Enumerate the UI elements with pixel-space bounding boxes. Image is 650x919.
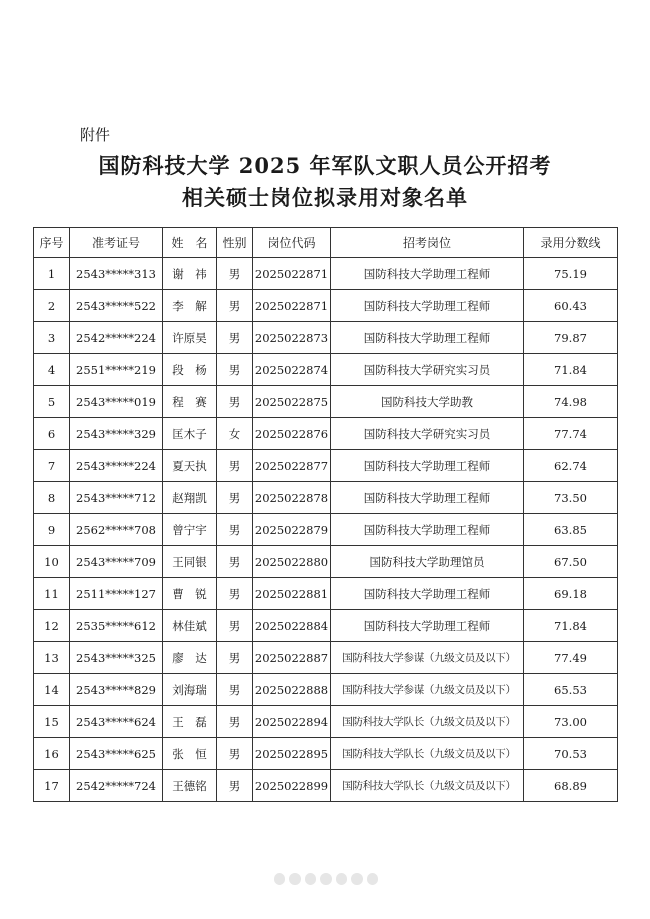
cell-post: 国防科技大学研究实习员 — [331, 354, 524, 386]
cell-score: 75.19 — [524, 258, 618, 290]
cell-score: 60.43 — [524, 290, 618, 322]
watermark — [274, 872, 378, 886]
cell-exam-id: 2543*****329 — [70, 418, 163, 450]
table-row — [34, 290, 618, 322]
cell-name: 许原昊 — [163, 322, 217, 354]
table-row — [34, 770, 618, 802]
cell-name: 段 杨 — [163, 354, 217, 386]
cell-gender: 男 — [217, 674, 253, 706]
cell-post: 国防科技大学助理工程师 — [331, 610, 524, 642]
cell-score: 77.49 — [524, 642, 618, 674]
title-line-2: 相关硕士岗位拟录用对象名单 — [182, 185, 468, 210]
cell-exam-id: 2535*****612 — [70, 610, 163, 642]
cell-post: 国防科技大学助理工程师 — [331, 578, 524, 610]
col-header-exam-id: 准考证号 — [70, 228, 163, 258]
cell-gender: 男 — [217, 354, 253, 386]
table-row — [34, 354, 618, 386]
table-row — [34, 642, 618, 674]
table-row — [34, 322, 618, 354]
cell-exam-id: 2542*****224 — [70, 322, 163, 354]
table-row — [34, 386, 618, 418]
cell-code: 2025022881 — [253, 578, 331, 610]
cell-exam-id: 2551*****219 — [70, 354, 163, 386]
cell-no: 4 — [34, 354, 70, 386]
watermark-dot — [336, 873, 347, 885]
table-row — [34, 738, 618, 770]
cell-exam-id: 2562*****708 — [70, 514, 163, 546]
cell-no: 1 — [34, 258, 70, 290]
cell-gender: 男 — [217, 642, 253, 674]
cell-gender: 男 — [217, 450, 253, 482]
cell-code: 2025022876 — [253, 418, 331, 450]
cell-name: 曹 锐 — [163, 578, 217, 610]
cell-score: 77.74 — [524, 418, 618, 450]
cell-gender: 男 — [217, 738, 253, 770]
cell-post: 国防科技大学助理工程师 — [331, 514, 524, 546]
cell-no: 11 — [34, 578, 70, 610]
cell-name: 林佳斌 — [163, 610, 217, 642]
cell-exam-id: 2543*****325 — [70, 642, 163, 674]
table-row — [34, 674, 618, 706]
cell-name: 王同银 — [163, 546, 217, 578]
cell-name: 廖 达 — [163, 642, 217, 674]
cell-code: 2025022873 — [253, 322, 331, 354]
cell-code: 2025022874 — [253, 354, 331, 386]
table-row — [34, 258, 618, 290]
cell-post: 国防科技大学队长（九级文员及以下） — [331, 706, 524, 738]
col-header-gender: 性别 — [217, 228, 253, 258]
cell-score: 73.00 — [524, 706, 618, 738]
cell-score: 67.50 — [524, 546, 618, 578]
cell-name: 王 磊 — [163, 706, 217, 738]
cell-no: 14 — [34, 674, 70, 706]
cell-score: 65.53 — [524, 674, 618, 706]
cell-gender: 男 — [217, 514, 253, 546]
cell-code: 2025022894 — [253, 706, 331, 738]
table-row — [34, 706, 618, 738]
cell-gender: 男 — [217, 610, 253, 642]
cell-post: 国防科技大学助理工程师 — [331, 450, 524, 482]
cell-name: 李 解 — [163, 290, 217, 322]
cell-no: 5 — [34, 386, 70, 418]
cell-post: 国防科技大学助理工程师 — [331, 290, 524, 322]
col-header-no: 序号 — [34, 228, 70, 258]
cell-exam-id: 2543*****624 — [70, 706, 163, 738]
cell-no: 6 — [34, 418, 70, 450]
cell-name: 赵翔凯 — [163, 482, 217, 514]
cell-code: 2025022888 — [253, 674, 331, 706]
watermark-dot — [320, 873, 331, 885]
table-row — [34, 578, 618, 610]
watermark-dot — [305, 873, 316, 885]
col-header-score: 录用分数线 — [524, 228, 618, 258]
cell-post: 国防科技大学助教 — [331, 386, 524, 418]
cell-name: 程 赛 — [163, 386, 217, 418]
cell-exam-id: 2511*****127 — [70, 578, 163, 610]
cell-score: 69.18 — [524, 578, 618, 610]
cell-exam-id: 2543*****224 — [70, 450, 163, 482]
cell-code: 2025022884 — [253, 610, 331, 642]
cell-gender: 男 — [217, 706, 253, 738]
cell-post: 国防科技大学助理工程师 — [331, 322, 524, 354]
cell-gender: 男 — [217, 322, 253, 354]
cell-exam-id: 2542*****724 — [70, 770, 163, 802]
cell-no: 17 — [34, 770, 70, 802]
watermark-dot — [351, 873, 362, 885]
cell-code: 2025022875 — [253, 386, 331, 418]
cell-post: 国防科技大学助理馆员 — [331, 546, 524, 578]
cell-no: 2 — [34, 290, 70, 322]
table-row — [34, 418, 618, 450]
cell-name: 刘海瑞 — [163, 674, 217, 706]
cell-no: 13 — [34, 642, 70, 674]
cell-code: 2025022879 — [253, 514, 331, 546]
cell-name: 曾宁宇 — [163, 514, 217, 546]
cell-no: 15 — [34, 706, 70, 738]
watermark-dot — [274, 873, 285, 885]
cell-exam-id: 2543*****019 — [70, 386, 163, 418]
title-line-1: 国防科技大学 2025 年军队文职人员公开招考 — [98, 153, 552, 178]
cell-score: 73.50 — [524, 482, 618, 514]
cell-post: 国防科技大学助理工程师 — [331, 482, 524, 514]
cell-post: 国防科技大学队长（九级文员及以下） — [331, 738, 524, 770]
cell-score: 70.53 — [524, 738, 618, 770]
cell-code: 2025022887 — [253, 642, 331, 674]
watermark-dot — [367, 873, 378, 885]
cell-gender: 男 — [217, 578, 253, 610]
cell-no: 9 — [34, 514, 70, 546]
cell-gender: 男 — [217, 386, 253, 418]
cell-name: 夏天执 — [163, 450, 217, 482]
cell-no: 8 — [34, 482, 70, 514]
cell-no: 7 — [34, 450, 70, 482]
cell-post: 国防科技大学参谋（九级文员及以下） — [331, 674, 524, 706]
cell-code: 2025022899 — [253, 770, 331, 802]
cell-name: 张 恒 — [163, 738, 217, 770]
cell-code: 2025022880 — [253, 546, 331, 578]
col-header-code: 岗位代码 — [253, 228, 331, 258]
cell-score: 71.84 — [524, 610, 618, 642]
cell-exam-id: 2543*****625 — [70, 738, 163, 770]
watermark-dot — [289, 873, 300, 885]
cell-code: 2025022895 — [253, 738, 331, 770]
cell-gender: 男 — [217, 770, 253, 802]
table-body — [34, 258, 618, 802]
cell-code: 2025022877 — [253, 450, 331, 482]
cell-score: 68.89 — [524, 770, 618, 802]
cell-exam-id: 2543*****709 — [70, 546, 163, 578]
admission-table — [33, 227, 618, 802]
table-row — [34, 450, 618, 482]
col-header-name: 姓 名 — [163, 228, 217, 258]
cell-name: 谢 祎 — [163, 258, 217, 290]
table-header-row — [34, 228, 618, 258]
table-row — [34, 610, 618, 642]
cell-name: 王德铭 — [163, 770, 217, 802]
cell-post: 国防科技大学助理工程师 — [331, 258, 524, 290]
attachment-label: 附件 — [80, 126, 111, 144]
table-row — [34, 514, 618, 546]
cell-code: 2025022871 — [253, 290, 331, 322]
table-row — [34, 546, 618, 578]
cell-exam-id: 2543*****522 — [70, 290, 163, 322]
table-row — [34, 482, 618, 514]
cell-post: 国防科技大学队长（九级文员及以下） — [331, 770, 524, 802]
cell-post: 国防科技大学参谋（九级文员及以下） — [331, 642, 524, 674]
cell-score: 79.87 — [524, 322, 618, 354]
cell-code: 2025022871 — [253, 258, 331, 290]
cell-score: 62.74 — [524, 450, 618, 482]
cell-gender: 女 — [217, 418, 253, 450]
cell-score: 74.98 — [524, 386, 618, 418]
cell-gender: 男 — [217, 482, 253, 514]
cell-exam-id: 2543*****712 — [70, 482, 163, 514]
cell-exam-id: 2543*****829 — [70, 674, 163, 706]
cell-code: 2025022878 — [253, 482, 331, 514]
cell-post: 国防科技大学研究实习员 — [331, 418, 524, 450]
cell-score: 71.84 — [524, 354, 618, 386]
cell-gender: 男 — [217, 546, 253, 578]
cell-no: 3 — [34, 322, 70, 354]
cell-score: 63.85 — [524, 514, 618, 546]
cell-no: 12 — [34, 610, 70, 642]
col-header-post: 招考岗位 — [331, 228, 524, 258]
cell-gender: 男 — [217, 258, 253, 290]
cell-no: 16 — [34, 738, 70, 770]
cell-name: 匡木子 — [163, 418, 217, 450]
cell-exam-id: 2543*****313 — [70, 258, 163, 290]
cell-no: 10 — [34, 546, 70, 578]
cell-gender: 男 — [217, 290, 253, 322]
